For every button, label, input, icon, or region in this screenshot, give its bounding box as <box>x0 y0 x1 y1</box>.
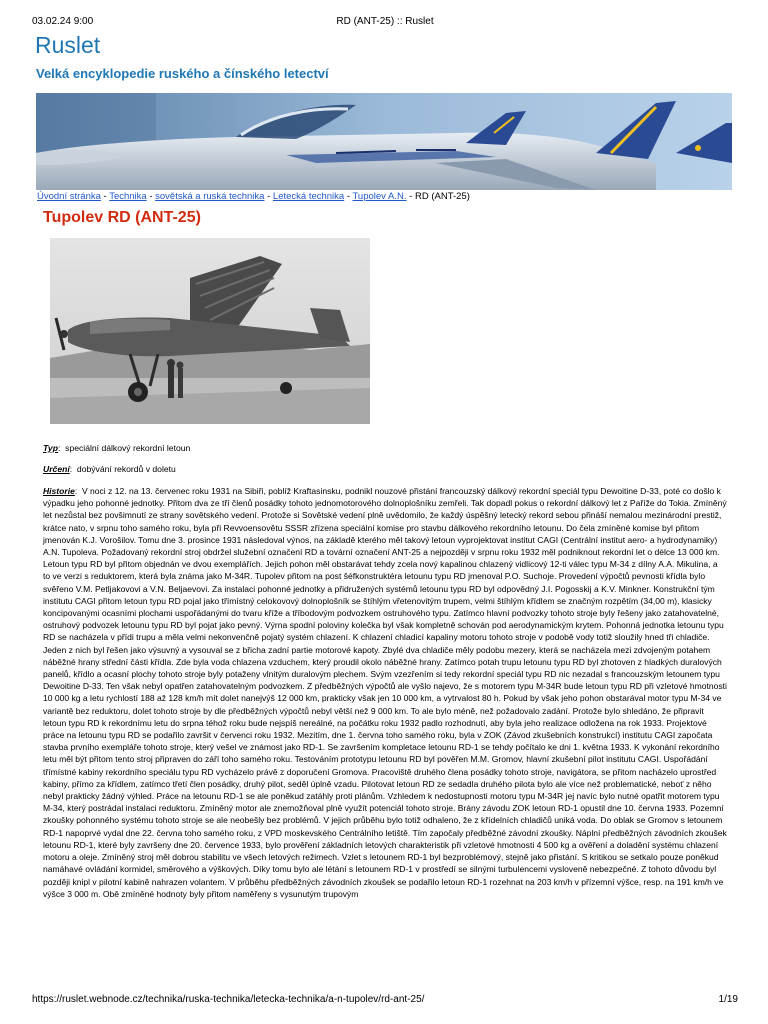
print-page-number: 1/19 <box>718 994 738 1005</box>
breadcrumb-separator: - <box>406 191 415 202</box>
print-url: https://ruslet.webnode.cz/technika/ruska-technika/letecka-technika/a-n-tupolev/rd-ant-25/ <box>32 994 425 1005</box>
aircraft-photo <box>50 238 370 424</box>
breadcrumb-separator: - <box>100 191 110 202</box>
type-value: speciální dálkový rekordní letoun <box>65 443 191 453</box>
page-title: Tupolev RD (ANT-25) <box>43 209 201 226</box>
breadcrumb-separator: - <box>146 191 156 202</box>
purpose-value: dobývání rekordů v doletu <box>76 464 176 474</box>
history-label: Historie <box>43 486 75 496</box>
print-doc-title: RD (ANT-25) :: Ruslet <box>336 16 434 27</box>
type-field: Typ: speciální dálkový rekordní letoun <box>43 443 191 453</box>
breadcrumb-separator: - <box>344 191 353 202</box>
breadcrumb <box>37 191 737 202</box>
header-banner-image <box>36 93 732 190</box>
print-header <box>32 16 738 30</box>
breadcrumb-soviet-tech-link[interactable]: sovětská a ruská technika <box>155 191 265 202</box>
print-datetime: 03.02.24 9:00 <box>32 16 94 27</box>
breadcrumb-current: RD (ANT-25) <box>414 191 470 202</box>
breadcrumb-separator: - <box>264 191 273 202</box>
history-text: V noci z 12. na 13. červenec roku 1931 na Sibiři, poblíž Kraftasinsku, podnikl nouzové přistání francouzský dálkový rekordní speciál typu Dewoitine D-33, poté co došlo k výpadku jeho pohonné jednotky. Přitom dva ze tří členů posádky tohoto jednomotorového dolnoplošníku zemřeli. Tak dopadl pokus o rekordní dálkový let z Paříže do Tokia. Zmíněný let nezůstal bez povšimnutí ze strany sovětského vedení. Protože si Sovětské vedení plně uvědomilo, že každý úspěšný letecký rekord sebou přináší nemalou mezinárodní prestiž, krátce nato, v srpnu toho samého roku, byla při Revvoensovětu SSSR zřízena speciální komise pro stavbu dálkového rekordního letounu. Do čela zmíněné komise byl přitom jmenován K.J. Vorošilov. Tomu dne 3. prosince 1931 následoval výnos, na základě kterého měl takový letoun vyprojektovat institut CAGI (Centrální institut aero- a hydrodynamiky) A.N. Tupoleva. Požadovaný rekordní stroj obdržel služební označení RD a tovární označení ANT-25 a nejpozději v srpnu roku 1932 měl podniknout rekordní let o délce 13 000 km. Letoun typu RD byl přitom objednán ve dvou exemplářích. Jejich pohon měl obstarávat tehdy zcela nový kapalinou chlazený vidlicový 12-ti válec typu M-34 z dílny A.A. Mikulina, a to ve verzi s reduktorem, která byla známa jako M-34R. Tupolev přitom na post šéfkonstruktéra letounu typu RD jmenoval P.O. Suchoje. Provedení výpočtů pevnosti křídla bylo svěřeno V.M. Petljakovovi a V.N. Beljaevovi. Za instalaci pohonné jednotky a přidružených systémů letounu typu RD byl odpovědný J.I. Pogosskij a K.V. Minkner. Konstrukční tým institutu CAGI přitom letoun typu RD pojal jako třímístný celokovový dolnoplošník se štíhlým vřetenovitým trupem, velmi štíhlým křídlem se značným rozpětím (34,00 m), klasicky koncipovanými ocasními plochami uspořádanými do tvaru kříže a tříbodovým podvozkem ostruhového typu. Zatímco hlavní podvozky tohoto stroje byly řešeny jako zatahovatelné, ostruhový podvozek letounu typu RD byl pojat jako pevný. Výrna spodní poloviny kolečka byl však kompletně schován pod aerodynamickým krytem. Pohonná jednotka letounu typu RD se nacházela v přídi trupu a měla velmi nekonvenčně pojatý systém chlazení. K chlazení chladicí kapaliny motoru tohoto stroje v podobě vody totiž sloužily hned tři chladiče. Jeden z nich byl řešen jako výsuvný a vysouval se z břicha zadní partie motorové kapoty. Zbylé dva chladiče měly podobu mezery, která se nacházela mezi zdvojeným potahem náběžné hrany střední části křídla. Zde byla voda chlazena vzduchem, který proudil okolo náběžné hrany. Zatímco potah trupu letounu typu RD byl zhotoven z hladkých duralových panelů, křídlo a ocasní plochy tohoto stroje byly potaženy vlnitým duralovým plechem. Svým vzezřením si tedy rekordní speciál typu RD nic nezadal s francouzským letounem typu Dewoitine D-33. Ten však nebyl opatřen zatahovatelným podvozkem. Z předběžných výpočtů ale vyšlo najevo, že s motorem typu M-34R bude letoun typu RD při vzletové hmotnosti 10 000 kg a letu rychlostí 188 až 128 km/h mít dolet nanejvýš 12 000 km, prakticky však jen 10 000 km, a vytrvalost 80 h. Pokud by však jeho pohon obstarával motor typu M-34 ve variantě bez reduktoru, dolet tohoto stroje by dle předběžných výpočtů nebyl větší než 9 000 km. To ale bylo méně, než požadovalo zadání. Protože bylo shledáno, že připravit letoun typu RD k rekordnímu letu do srpna téhož roku bude nejspíš nereálné, na počátku roku 1932 padlo rozhodnutí, aby byla jeho realizace odložena na rok 1933. Projektové práce na letounu typu RD se podařilo završit v červenci roku 1932. Mezitím, dne 1. června toho samého roku, byla v ZOK (Závod zkušebních konstrukcí) institutu CAGI započata stavba prvního exempláře tohoto stroje, který vešel ve známost jako RD-1. Se završením kompletace letounu RD-1 se tehdy počítalo ke dni 1. května 1933. K vykonání rekordního letu měl být přitom tento stroj připraven do září toho samého roku. Testováním prototypu letounu RD byl pověřen M.M. Gromov, hlavní zkušební pilot institutu CAGI. Uspořádání třímístné kabiny rekordního speciálu typu RD vycházelo právě z doporučení Gromova. Pracoviště druhého člena posádky tohoto stroje, navigátora, se přitom nacházelo uprostřed kabiny, přímo za křídlem, zatímco třetí člen posádky, druhý pilot, seděl úplně vzadu. Pilotovat letoun RD ze sedadla druhého pilota bylo ale více než problematické, neboť z něho nebyl prakticky žádný výhled. Práce na letounu RD-1 se ale poněkud zatáhly proti plánům. Vzhledem k nedostupnosti motoru typu M-34R jej navíc bylo nutné opatřit motorem typu M-34, který postrádal instalaci reduktoru. Zmíněný motor ale znemožňoval plně využít potenciál tohoto stroje. Brány závodu ZOK letoun RD-1 opustil dne 10. června 1933. Pozemní zkoušky pohonného systému tohoto stroje se ale neobešly bez problémů. V jejich průběhu bylo totiž odhaleno, že z křídelních chladičů uniká voda. Do oblak se Gromov s letounem RD-1 napoprvé vydal dne 22. června toho samého roku, z VPD moskevského Centrálního letiště. Tím započaly předběžné závodní zkoušky. Náplní předběžných závodních zkoušek letounu RD-1, které byly završeny dne 20. července 1933, bylo prověření základních letových charakteristik při vzletové hmotnosti 4 500 kg a ověření a doladění systému chlazení motoru a oleje. Zmíněný stroj měl dobrou stabilitu ve všech letových režimech. Vzlet s letounem RD-1 byl bezproblémový, stejně jako přistání. S kritikou se setkalo pouze poněkud namáhavé ovládání kormidel, směrového a výškových. Díky tomu bylo ale létání s letounem RD-1 v prostředí se silnými turbulencemi vysloveně nebezpečné. Z tohoto důvodu byl později knipl v pilotní kabině nahrazen volantem. V průběhu předběžných závodních zkoušek se podařilo letoun RD-1 rozehnat na 203 km/h v přízemní výšce, resp. na 191 km/h ve výšce 3 000 m. Obě zmíněné hodnoty byly přitom naměřeny s vysunutým trupovým <box>43 486 727 899</box>
purpose-field: Určení: dobývání rekordů v doletu <box>43 464 176 474</box>
site-subtitle: Velká encyklopedie ruského a čínského letectví <box>36 66 329 81</box>
breadcrumb-home-link[interactable]: Úvodní stránka <box>37 191 101 202</box>
breadcrumb-technika-link[interactable]: Technika <box>109 191 147 202</box>
type-label: Typ <box>43 443 58 453</box>
site-title[interactable]: Ruslet <box>35 32 101 58</box>
purpose-label: Určení <box>43 464 70 474</box>
print-footer <box>32 994 738 1008</box>
breadcrumb-aircraft-link[interactable]: Letecká technika <box>272 191 345 202</box>
history-section: Historie: V noci z 12. na 13. červenec roku 1931 na Sibiři, poblíž Kraftasinsku, podnikl nouzové přistání francouzský dálkový rekordní speciál typu Dewoitine D-33, poté co došlo k výpadku jeho pohonné jednotky. Přitom dva ze tří členů posádky tohoto jednomotorového dolnoplošníku zemřeli. Tak dopadl pokus o rekordní dálkový let z Paříže do Tokia. Zmíněný let nezůstal bez povšimnutí ze strany sovětského vedení. Protože si Sovětské vedení plně uvědomilo, že každý úspěšný letecký rekord sebou přináší nemalou mezinárodní prestiž, krátce nato, v srpnu toho samého roku, byla při Revvoensovětu SSSR zřízena speciální komise pro stavbu dálkového rekordního letounu. Do čela zmíněné komise byl přitom jmenován K.J. Vorošilov. Tomu dne 3. prosince 1931 následoval výnos, na základě kterého měl takový letoun vyprojektovat institut CAGI (Centrální institut aero- a hydrodynamiky) A.N. Tupoleva. Požadovaný rekordní stroj obdržel služební označení RD a tovární označení ANT-25 a nejpozději v srpnu roku 1932 měl podniknout rekordní let o délce 13 000 km. Letoun typu RD byl přitom objednán ve dvou exemplářích. Jejich pohon měl obstarávat tehdy zcela nový kapalinou chlazený vidlicový 12-ti válec typu M-34 z dílny A.A. Mikulina, a to ve verzi s reduktorem, která byla známa jako M-34R. Tupolev přitom na post šéfkonstruktéra letounu typu RD jmenoval P.O. Suchoje. Provedení výpočtů pevnosti křídla bylo svěřeno V.M. Petljakovovi a V.N. Beljaevovi. Za instalaci pohonné jednotky a přidružených systémů letounu typu RD byl odpovědný J.I. Pogosskij a K.V. Minkner. Konstrukční tým institutu CAGI přitom letoun typu RD pojal jako třímístný celokovový dolnoplošník se štíhlým vřetenovitým trupem, velmi štíhlým křídlem se značným rozpětím (34,00 m), klasicky koncipovanými ocasními plochami uspořádanými do tvaru kříže a tříbodovým podvozkem ostruhového typu. Zatímco hlavní podvozky tohoto stroje byly řešeny jako zatahovatelné, ostruhový podvozek letounu typu RD byl pojat jako pevný. Výrna spodní poloviny kolečka byl však kompletně schován pod aerodynamickým krytem. Pohonná jednotka letounu typu RD se nacházela v přídi trupu a měla velmi nekonvenčně pojatý systém chlazení. K chlazení chladicí kapaliny motoru tohoto stroje v podobě vody totiž sloužily hned tři chladiče. Jeden z nich byl řešen jako výsuvný a vysouval se z břicha zadní partie motorové kapoty. Zbylé dva chladiče měly podobu mezery, která se nacházela mezi zdvojeným potahem náběžné hrany střední části křídla. Zde byla voda chlazena vzduchem, který proudil okolo náběžné hrany. Zatímco potah trupu letounu typu RD byl zhotoven z hladkých duralových panelů, křídlo a ocasní plochy tohoto stroje byly potaženy vlnitým duralovým plechem. Svým vzezřením si tedy rekordní speciál typu RD nic nezadal s francouzským letounem typu Dewoitine D-33. Ten však nebyl opatřen zatahovatelným podvozkem. Z předběžných výpočtů ale vyšlo najevo, že s motorem typu M-34R bude letoun typu RD při vzletové hmotnosti 10 000 kg a letu rychlostí 188 až 128 km/h mít dolet nanejvýš 12 000 km, prakticky však jen 10 000 km, a vytrvalost 80 h. Pokud by však jeho pohon obstarával motor typu M-34 ve variantě bez reduktoru, dolet tohoto stroje by dle předběžných výpočtů nebyl větší než 9 000 km. To ale bylo méně, než požadovalo zadání. Protože bylo shledáno, že připravit letoun typu RD k rekordnímu letu do srpna téhož roku bude nejspíš nereálné, na počátku roku 1932 padlo rozhodnutí, aby byla jeho realizace odložena na rok 1933. Projektové práce na letounu typu RD se podařilo završit v červenci roku 1932. Mezitím, dne 1. června toho samého roku, byla v ZOK (Závod zkušebních konstrukcí) institutu CAGI započata stavba prvního exempláře tohoto stroje, který vešel ve známost jako RD-1. Se završením kompletace letounu RD-1 se tehdy počítalo ke dni 1. května 1933. K vykonání rekordního letu měl být přitom tento stroj připraven do září toho samého roku. Testováním prototypu letounu RD byl pověřen M.M. Gromov, hlavní zkušební pilot institutu CAGI. Uspořádání třímístné kabiny rekordního speciálu typu RD vycházelo právě z doporučení Gromova. Pracoviště druhého člena posádky tohoto stroje, navigátora, se přitom nacházelo uprostřed kabiny, přímo za křídlem, zatímco třetí člen posádky, druhý pilot, seděl úplně vzadu. Pilotovat letoun RD ze sedadla druhého pilota bylo ale více než problematické, neboť z něho nebyl prakticky žádný výhled. Práce na letounu RD-1 se ale poněkud zatáhly proti plánům. Vzhledem k nedostupnosti motoru typu M-34R jej navíc bylo nutné opatřit motorem typu M-34, který postrádal instalaci reduktoru. Zmíněný motor ale znemožňoval plně využít potenciál tohoto stroje. Brány závodu ZOK letoun RD-1 opustil dne 10. června 1933. Pozemní zkoušky pohonného systému tohoto stroje se ale neobešly bez problémů. V jejich průběhu bylo totiž odhaleno, že z křídelních chladičů uniká voda. Do oblak se Gromov s letounem RD-1 napoprvé vydal dne 22. června toho samého roku, z VPD moskevského Centrálního letiště. Tím započaly předběžné závodní zkoušky. Náplní předběžných závodních zkoušek letounu RD-1, které byly završeny dne 20. července 1933, bylo prověření základních letových charakteristik při vzletové hmotnosti 4 500 kg a ověření a doladění systému chlazení motoru a oleje. Zmíněný stroj měl dobrou stabilitu ve všech letových režimech. Vzlet s letounem RD-1 byl bezproblémový, stejně jako přistání. S kritikou se setkalo pouze poněkud namáhavé ovládání kormidel, směrového a výškových. Díky tomu bylo ale létání s letounem RD-1 v prostředí se silnými turbulencemi vysloveně nebezpečné. Z tohoto důvodu byl později knipl v pilotní kabině nahrazen volantem. V průběhu předběžných závodních zkoušek se podařilo letoun RD-1 rozehnat na 203 km/h v přízemní výšce, resp. na 191 km/h ve výšce 3 000 m. Obě zmíněné hodnoty byly přitom naměřeny s vysunutým trupovým <box>43 486 727 899</box>
breadcrumb-tupolev-link[interactable]: Tupolev A.N. <box>352 191 407 202</box>
